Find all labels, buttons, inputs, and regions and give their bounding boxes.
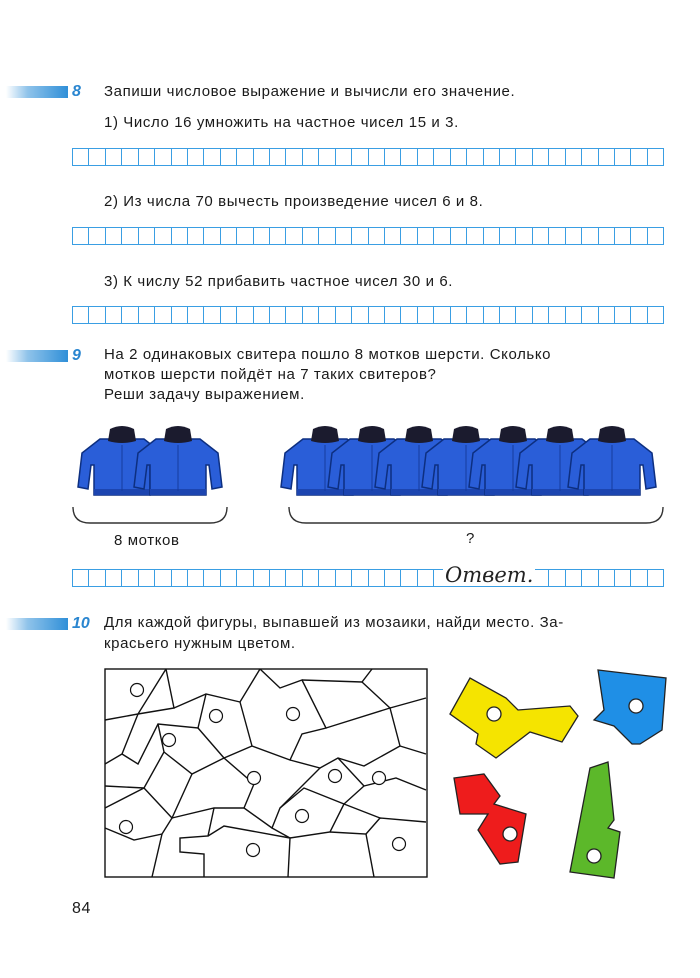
mosaic-line <box>164 752 224 774</box>
answer-label: Ответ. <box>445 563 534 587</box>
task-8-item-3: 3) К числу 52 прибавить частное чисел 30 и 6. <box>104 273 454 290</box>
loose-pieces <box>440 664 680 894</box>
task-8-item-2: 2) Из числа 70 вычесть произведение чисел 6 и 8. <box>104 193 484 210</box>
mosaic-line <box>326 708 426 754</box>
task-8-number: 8 <box>72 83 81 100</box>
task-9-line-3: Реши задачу выражением. <box>104 386 305 403</box>
answer-grid-8-3[interactable] <box>72 306 664 324</box>
mosaic-line <box>344 804 380 818</box>
mosaic-line <box>302 669 372 682</box>
left-brace-label: 8 мотков <box>114 532 180 549</box>
mosaic-line <box>180 808 214 877</box>
mosaic-line <box>105 714 138 764</box>
mosaic-hole <box>287 708 300 721</box>
mosaic-hole <box>120 821 133 834</box>
piece-yellow-hole <box>487 707 501 721</box>
answer-grid-8-1[interactable] <box>72 148 664 166</box>
task-10-line-1: Для каждой фигуры, выпавшей из мозаики, найди место. За- <box>104 614 564 631</box>
mosaic-hole <box>296 810 309 823</box>
piece-yellow[interactable] <box>450 678 578 758</box>
piece-red[interactable] <box>454 774 526 864</box>
right-brace-label: ? <box>466 530 475 547</box>
sweaters-illustration <box>0 420 700 505</box>
task-8-marker <box>6 86 68 98</box>
task-9-number: 9 <box>72 347 81 364</box>
piece-blue-hole <box>629 699 643 713</box>
task-8-instruction: Запиши числовое выражение и вычисли его значение. <box>104 83 516 100</box>
mosaic-line <box>240 669 326 760</box>
task-9-line-1: На 2 одинаковых свитера пошло 8 мотков шерсти. Сколько <box>104 346 552 363</box>
answer-grid-9[interactable] <box>72 569 664 587</box>
mosaic-line <box>198 728 252 758</box>
mosaic-line <box>174 669 260 708</box>
answer-grid-8-2[interactable] <box>72 227 664 245</box>
mosaic-line <box>105 788 144 808</box>
page-number: 84 <box>72 900 91 917</box>
mosaic-hole <box>131 684 144 697</box>
mosaic-hole <box>210 710 223 723</box>
task-9-marker <box>6 350 68 362</box>
mosaic-hole <box>248 772 261 785</box>
mosaic-line <box>362 682 426 708</box>
mosaic-line <box>122 694 206 764</box>
task-10-marker <box>6 618 68 630</box>
task-9-line-2: мотков шерсти пойдёт на 7 таких свитеров? <box>104 366 437 383</box>
mosaic-line <box>105 724 164 788</box>
mosaic-line <box>152 834 162 877</box>
task-10-line-2: красьего нужным цветом. <box>104 635 296 652</box>
mosaic-hole <box>163 734 176 747</box>
brace-left <box>70 505 230 527</box>
mosaic-hole <box>329 770 342 783</box>
mosaic-board[interactable] <box>104 668 429 880</box>
mosaic-line <box>144 774 192 818</box>
mosaic-line <box>330 832 374 877</box>
mosaic-hole <box>247 844 260 857</box>
mosaic-hole <box>373 772 386 785</box>
mosaic-hole <box>393 838 406 851</box>
task-8-item-1: 1) Число 16 умножить на частное чисел 15 и 3. <box>104 114 459 131</box>
task-10-number: 10 <box>72 615 90 632</box>
mosaic-line <box>172 808 244 818</box>
piece-green-hole <box>587 849 601 863</box>
brace-right <box>286 505 666 527</box>
piece-red-hole <box>503 827 517 841</box>
mosaic-line <box>366 818 426 834</box>
